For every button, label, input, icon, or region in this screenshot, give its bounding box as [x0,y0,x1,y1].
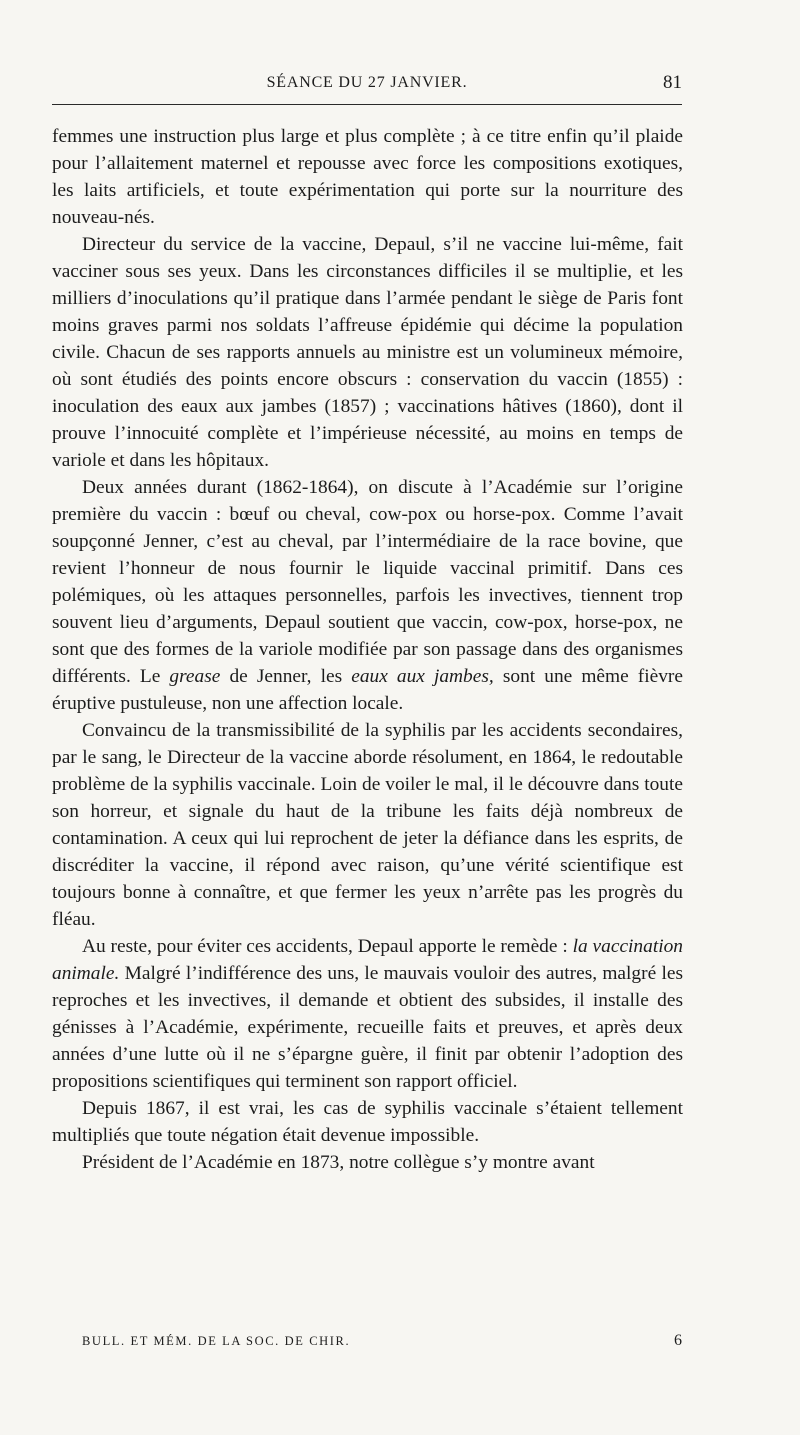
italic-vaccination-animale: la vaccination animale. [52,936,683,984]
paragraph-3-text-b: de Jenner, les [220,666,352,687]
paragraph-3-text-a: Deux années durant (1862-1864), on discute à l’Académie sur l’origine première du vaccin : bœuf ou cheval, cow-pox ou horse-pox. Comme l’avait soupçonné Jenner, c’est au cheval, par l’intermédiaire de la race bovine, que revient l’honneur de nous fournir le liquide vaccinal primitif. Dans ces polémiques, où les attaques personnelles, parfois les invectives, tiennent trop souvent lieu d’arguments, Depaul soutient que vaccin, cow-pox, horse-pox, ne sont que des formes de la variole modifiée par son passage dans des organismes différents. Le [52,477,683,687]
paragraph-5 [52,933,683,1095]
paragraph-7: Président de l’Académie en 1873, notre collègue s’y montre avant [82,1152,595,1173]
paragraph-3-text-c: sont une même fièvre éruptive pustuleuse, non une affection locale. [52,666,683,714]
page-header [52,74,682,100]
paragraph-3 [52,474,683,717]
paragraph-2: Directeur du service de la vaccine, Depaul, s’il ne vaccine lui-même, fait vacciner sous ses yeux. Dans les circonstances difficiles il se multiplie, et les milliers d’inoculations qu’il pratique dans l’armée pendant le siège de Paris font moins graves parmi nos soldats l’affreuse épidémie qui décime la population civile. Chacun de ses rapports annuels au ministre est un volumineux mémoire, où sont étudiés des points encore obscurs : conservation du vaccin (1855) : inoculation des eaux aux jambes (1857) ; vaccinations hâtives (1860), dont il prouve l’innocuité complète et l’impérieuse nécessité, au moins en temps de variole et dans les hôpitaux. [52,234,683,471]
body-text [52,123,683,1176]
sheet-number: 6 [674,1332,682,1349]
paragraph-4: Convaincu de la transmissibilité de la syphilis par les accidents secondaires, par le sang, le Directeur de la vaccine aborde résolument, en 1864, le redoutable problème de la syphilis vaccinale. Loin de voiler le mal, il le découvre dans toute son horreur, et signale du haut de la tribune les faits déjà nombreux de contamination. A ceux qui lui reprochent de jeter la défiance dans les esprits, de discréditer la vaccine, il répond avec raison, qu’une vérité scientifique est toujours bonne à connaître, et que fermer les yeux n’arrête pas les progrès du fléau. [52,720,683,930]
paragraph-5-text-a: Au reste, pour éviter ces accidents, Depaul apporte le remède : [82,936,573,957]
page-footer [52,1334,682,1356]
paragraph-5-text-b: Malgré l’indifférence des uns, le mauvais vouloir des autres, malgré les reproches et les invectives, il demande et obtient des subsides, il installe des génisses à l’Académie, expérimente, recueille faits et preuves, et après deux années d’une lutte où il ne s’épargne guère, il finit par obtenir l’adoption des propositions scientifiques qui terminent son rapport officiel. [52,963,683,1092]
footer-signature: BULL. ET MÉM. DE LA SOC. DE CHIR. [82,1334,351,1348]
italic-grease: grease [169,666,221,687]
header-rule [52,104,682,105]
paragraph-1: femmes une instruction plus large et plus complète ; à ce titre enfin qu’il plaide pour l’allaitement maternel et repousse avec force les compositions exotiques, les laits artificiels, et toute expérimentation qui porte sur la nourriture des nouveau-nés. [52,126,683,228]
page-number: 81 [663,72,682,93]
italic-eaux-aux-jambes: eaux aux jambes, [351,666,494,687]
paragraph-6: Depuis 1867, il est vrai, les cas de syphilis vaccinale s’étaient tellement multipliés que toute négation était devenue impossible. [52,1098,683,1146]
running-head: SÉANCE DU 27 JANVIER. [266,74,468,91]
